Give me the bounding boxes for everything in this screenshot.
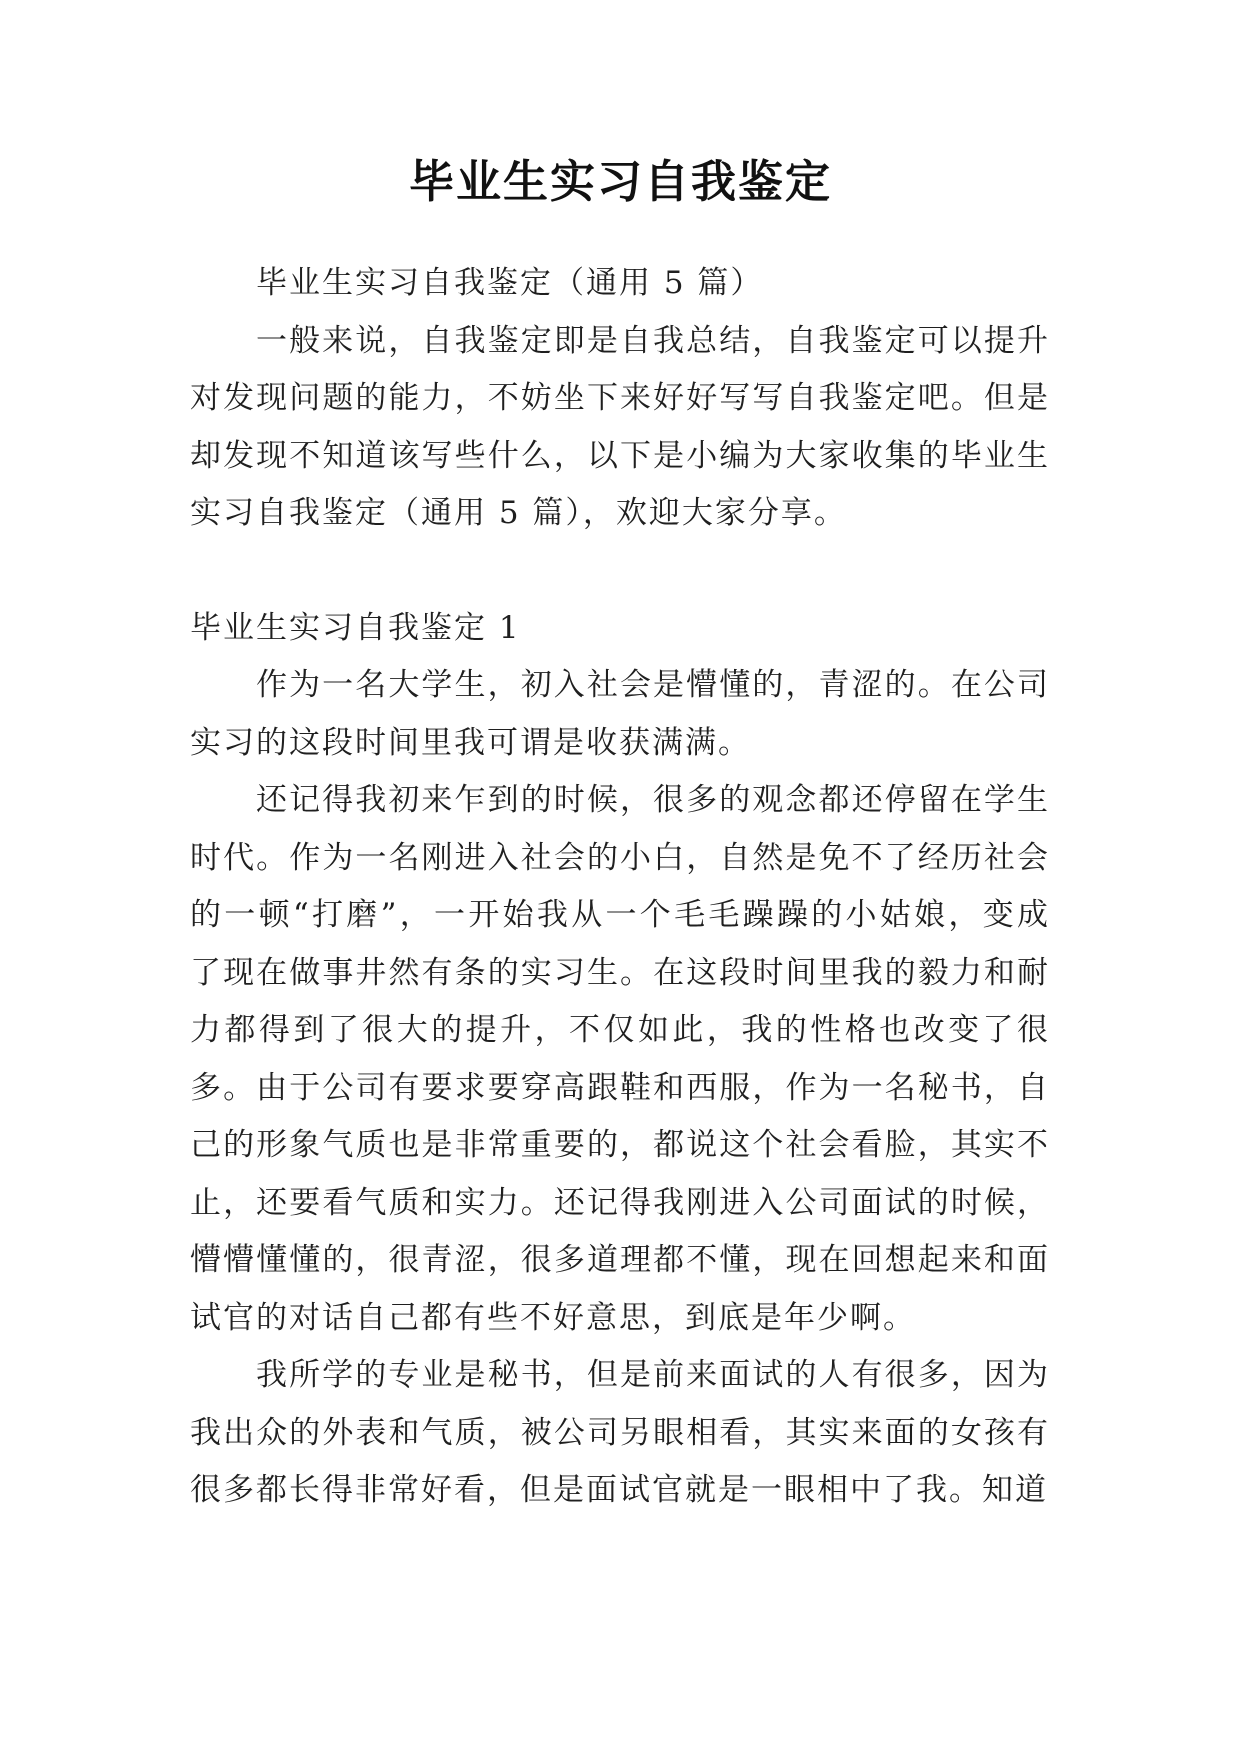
intro-paragraph: 一般来说，自我鉴定即是自我总结，自我鉴定可以提升对发现问题的能力，不妨坐下来好好写写自我鉴定吧。但是却发现不知道该写些什么，以下是小编为大家收集的毕业生实习自我鉴定（通用 5 篇），欢迎大家分享。 — [190, 322, 1050, 531]
body-paragraph: 我所学的专业是秘书，但是前来面试的人有很多，因为我出众的外表和气质，被公司另眼相看，其实来面的女孩有很多都长得非常好看，但是面试官就是一眼相中了我。知道 — [190, 1357, 1050, 1508]
section-heading: 毕业生实习自我鉴定 1 — [190, 609, 521, 646]
document-title: 毕业生实习自我鉴定 — [408, 155, 832, 208]
body-paragraph: 还记得我初来乍到的时候，很多的观念都还停留在学生时代。作为一名刚进入社会的小白，自然是免不了经历社会的一顿“打磨”，一开始我从一个毛毛躁躁的小姑娘，变成了现在做事井然有条的实习生。在这段时间里我的毅力和耐力都得到了很大的提升，不仅如此，我的性格也改变了很多。由于公司有要求要穿高跟鞋和西服，作为一名秘书，自己的形象气质也是非常重要的，都说这个社会看脸，其实不止，还要看气质和实力。还记得我刚进入公司面试的时候，懵懵懂懂的，很青涩，很多道理都不懂，现在回想起来和面试官的对话自己都有些不好意思，到底是年少啊。 — [190, 782, 1050, 1336]
document-subtitle: 毕业生实习自我鉴定（通用 5 篇） — [256, 265, 764, 301]
body-paragraph: 作为一名大学生，初入社会是懵懂的，青涩的。在公司实习的这段时间里我可谓是收获满满。 — [190, 667, 1050, 761]
document-body — [190, 255, 1050, 1520]
